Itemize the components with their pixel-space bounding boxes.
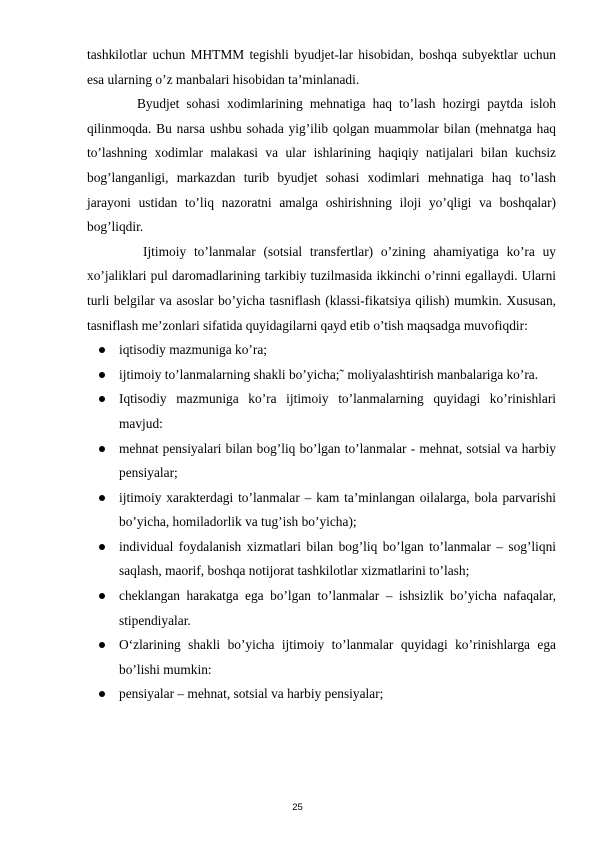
list-item bbox=[87, 584, 556, 633]
bullet-icon bbox=[99, 347, 105, 353]
list-item-text: iqtisodiy mazmuniga ko’ra; bbox=[119, 342, 268, 358]
list-item-text: individual foydalanish xizmatlari bilan bog’liq bo’lgan to’lanmalar – sog’liqni saqlash, maorif, boshqa notijorat tashkilotlar xizmatlarini to’lash; bbox=[119, 538, 556, 579]
list-item-text: Iqtisodiy mazmuniga ko’ra ijtimoiy to’lanmalarning quyidagi ko’rinishlari mavjud: bbox=[119, 391, 556, 431]
page-number: 25 bbox=[292, 802, 303, 813]
list-item bbox=[87, 633, 556, 682]
bullet-icon bbox=[99, 544, 105, 550]
paragraph-budget-reform: Byudjet sohasi xodimlarining mehnatiga haq to’lash hozirgi paytda isloh qilinmoqda. Bu narsa ushbu sohada yig’ilib qolgan muammolar bilan (mehnatga haq to’lashning xodimlar malakasi va ular ishlarining haqiqiy natijalari bilan kuchsiz bog’langanligi, markazdan turib byudjet sohasi xodimlari mehnatiga haq to’lash jarayoni ustidan to’liq nazoratni amalga oshirishning iloji yo’qligi va boshqalar) bog’liqdir. bbox=[87, 96, 556, 235]
bullet-icon bbox=[99, 372, 105, 378]
list-item-text: O‘zlarining shakli bo’yicha ijtimoiy to’lanmalar quyidagi ko’rinishlarga ega bo’lishi mumkin: bbox=[119, 637, 556, 677]
list-item-text: pensiyalar – mehnat, sotsial va harbiy pensiyalar; bbox=[119, 686, 384, 702]
list-item-text: ijtimoiy xarakterdagi to’lanmalar – kam ta’minlangan oilalarga, bola parvarishi bo’yicha, homiladorlik va tug’ish bo’yicha); bbox=[119, 489, 556, 530]
bullet-icon bbox=[99, 642, 105, 648]
paragraph-social-transfers: Ijtimoiy to’lanmalar (sotsial transfertlar) o’zining ahamiyatiga ko’ra uy xo’jaliklari pul daromadlarining tarkibiy tuzilmasida ikkinchi o’rinni egallaydi. Ularni turli belgilar va asoslar bo’yicha tasniflash (klassi-fikatsiya qilish) mumkin. Xususan, tasniflash me’zonlari sifatida quyidagilarni qayd etib o’tish maqsadga muvofiqdir: bbox=[87, 243, 556, 333]
list-item bbox=[87, 387, 556, 436]
list-item bbox=[87, 682, 556, 707]
list-item-text: cheklangan harakatga ega bo’lgan to’lanmalar – ishsizlik bo’yicha nafaqalar, stipendiyalar. bbox=[119, 588, 556, 628]
document-page bbox=[87, 43, 556, 707]
list-item bbox=[87, 535, 556, 584]
bullet-icon bbox=[99, 495, 105, 501]
paragraph-continuation: tashkilotlar uchun MHTMM tegishli byudjet-lar hisobidan, boshqa subyektlar uchun esa ularning o’z manbalari hisobidan ta’minlanadi. bbox=[87, 47, 556, 87]
bullet-icon bbox=[99, 593, 105, 599]
bullet-icon bbox=[99, 396, 105, 402]
list-item bbox=[87, 437, 556, 486]
bullet-icon bbox=[99, 691, 105, 697]
list-item bbox=[87, 363, 556, 388]
list-item bbox=[87, 338, 556, 363]
list-item bbox=[87, 486, 556, 535]
list-item-text: mehnat pensiyalari bilan bog’liq bo’lgan to’lanmalar - mehnat, sotsial va harbiy pensiyalar; bbox=[119, 440, 556, 481]
bullet-icon bbox=[99, 446, 105, 452]
list-item-text: ijtimoiy to’lanmalarning shakli bo’yicha;˜ moliyalashtirish manbalariga ko’ra. bbox=[119, 366, 539, 382]
bullet-list bbox=[87, 338, 556, 707]
